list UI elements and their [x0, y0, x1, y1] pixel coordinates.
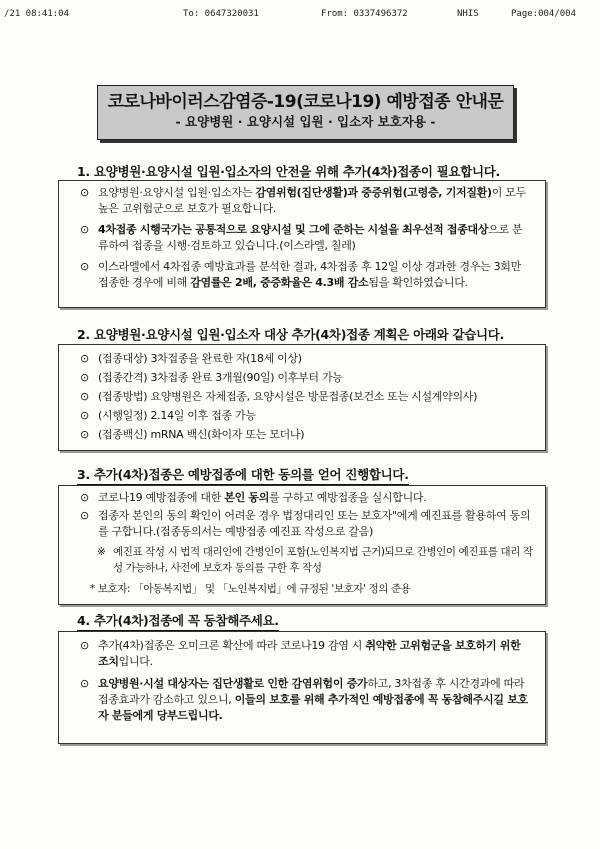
section-1-item-3: ⊙ 이스라엘에서 4차접종 예방효과를 분석한 결과, 4차접종 후 12일 이상 경과한 경우는 3회만 접종한 경우에 비해 감염률은 2배, 중증화율은 4.3배 감소됨을 확인하였습니다. — [80, 260, 521, 289]
section-2-item-5: ⊙ (접종백신) mRNA 백신(화이자 또는 모더나) — [80, 428, 305, 441]
title-box — [97, 85, 514, 140]
section-2-item-4: ⊙ (시행일정) 2.14일 이후 접종 가능 — [80, 409, 256, 422]
bullet-icon: ⊙ — [80, 409, 89, 422]
page-subtitle: - 요양병원 · 요양시설 입원 · 입소자 보호자용 - — [175, 114, 436, 129]
bullet-icon: ⊙ — [80, 352, 89, 365]
section-2-heading: 2. 요양병원·요양시설 입원·입소자 대상 추가(4차)접종 계획은 아래와 같습니다. — [77, 325, 504, 345]
section-1-item-1: ⊙ 요양병원·요양시설 입원·입소자는 감염위험(집단생활)과 중증위험(고령층, 기저질환)이 모두 높은 고위험군으로 보호가 필요합니다. — [80, 186, 526, 215]
bullet-icon: ⊙ — [80, 390, 89, 403]
section-2-item-2: ⊙ (접종간격) 3차접종 완료 3개월(90일) 이후부터 가능 — [80, 371, 343, 384]
reference-mark-icon: ※ — [97, 546, 106, 558]
bullet-icon: ⊙ — [80, 491, 89, 504]
bullet-icon: ⊙ — [80, 371, 89, 384]
bullet-icon: ⊙ — [80, 223, 89, 236]
fax-org: NHIS — [457, 9, 479, 19]
section-2-item-1: ⊙ (접종대상) 3차접종을 완료한 자(18세 이상) — [80, 352, 302, 365]
bullet-icon: ⊙ — [80, 260, 89, 273]
fax-page: Page:004/004 — [511, 9, 577, 19]
section-4-item-2: ⊙ 요양병원·시설 대상자는 집단생활로 인한 감염위험이 증가하고, 3차접종 후 시간경과에 따라 접종효과가 감소하고 있으니, 이들의 보호를 위해 추가적인 예방접종에 꼭 동참해주시길 보호자 분들에게 당부드립니다. — [80, 677, 528, 722]
bullet-icon: ⊙ — [80, 509, 89, 522]
fax-from: From: 0337496372 — [321, 9, 408, 19]
fax-to: To: 0647320031 — [183, 9, 259, 19]
fax-time: /21 08:41:04 — [4, 9, 70, 19]
bullet-icon: ⊙ — [80, 428, 89, 441]
section-3-footnote: * 보호자: 「아동복지법」 및 「노인복지법」에 규정된 '보호자' 정의 준용 — [90, 583, 411, 595]
fax-header — [0, 9, 600, 23]
section-1-item-2: ⊙ 4차접종 시행국가는 공통적으로 요양시설 및 그에 준하는 시설을 최우선적 접종대상으로 분류하여 접종을 시행·검토하고 있습니다.(이스라엘, 칠레) — [80, 223, 523, 252]
section-3-item-2: ⊙ 접종자 본인의 동의 확인이 어려운 경우 법정대리인 또는 보호자"에게 예진표를 활용하여 동의를 구합니다.(접종동의서는 예방접종 예진표 작성으로 갈음) — [80, 509, 531, 538]
section-2-item-3: ⊙ (접종방법) 요양병원은 자체접종, 요양시설은 방문접종(보건소 또는 시설계약의사) — [80, 390, 478, 403]
section-3-item-1: ⊙ 코로나19 예방접종에 대한 본인 동의를 구하고 예방접종을 실시합니다. — [80, 491, 427, 504]
bullet-icon: ⊙ — [80, 186, 89, 199]
section-4-item-1: ⊙ 추가(4차)접종은 오미크론 확산에 따라 코로나19 감염 시 취약한 고위험군을 보호하기 위한 조치입니다. — [80, 639, 521, 668]
section-3-note: ※ 예진표 작성 시 법적 대리인에 간병인이 포함(노인복지법 근거)되므로 간병인이 예진표를 대리 작성 가능하나, 사전에 보호자 동의를 구한 후 작성 — [97, 546, 533, 574]
section-3-heading: 3. 추가(4차)접종은 예방접종에 대한 동의를 얻어 진행합니다. — [77, 465, 409, 485]
section-1-heading: 1. 요양병원·요양시설 입원·입소자의 안전을 위해 추가(4차)접종이 필요합니다. — [77, 162, 500, 182]
section-4-heading: 4. 추가(4차)접종에 꼭 동참해주세요. — [77, 611, 279, 631]
bullet-icon: ⊙ — [80, 639, 89, 652]
bullet-icon: ⊙ — [80, 677, 89, 690]
page-title: 코로나바이러스감염증-19(코로나19) 예방접종 안내문 — [107, 92, 504, 112]
